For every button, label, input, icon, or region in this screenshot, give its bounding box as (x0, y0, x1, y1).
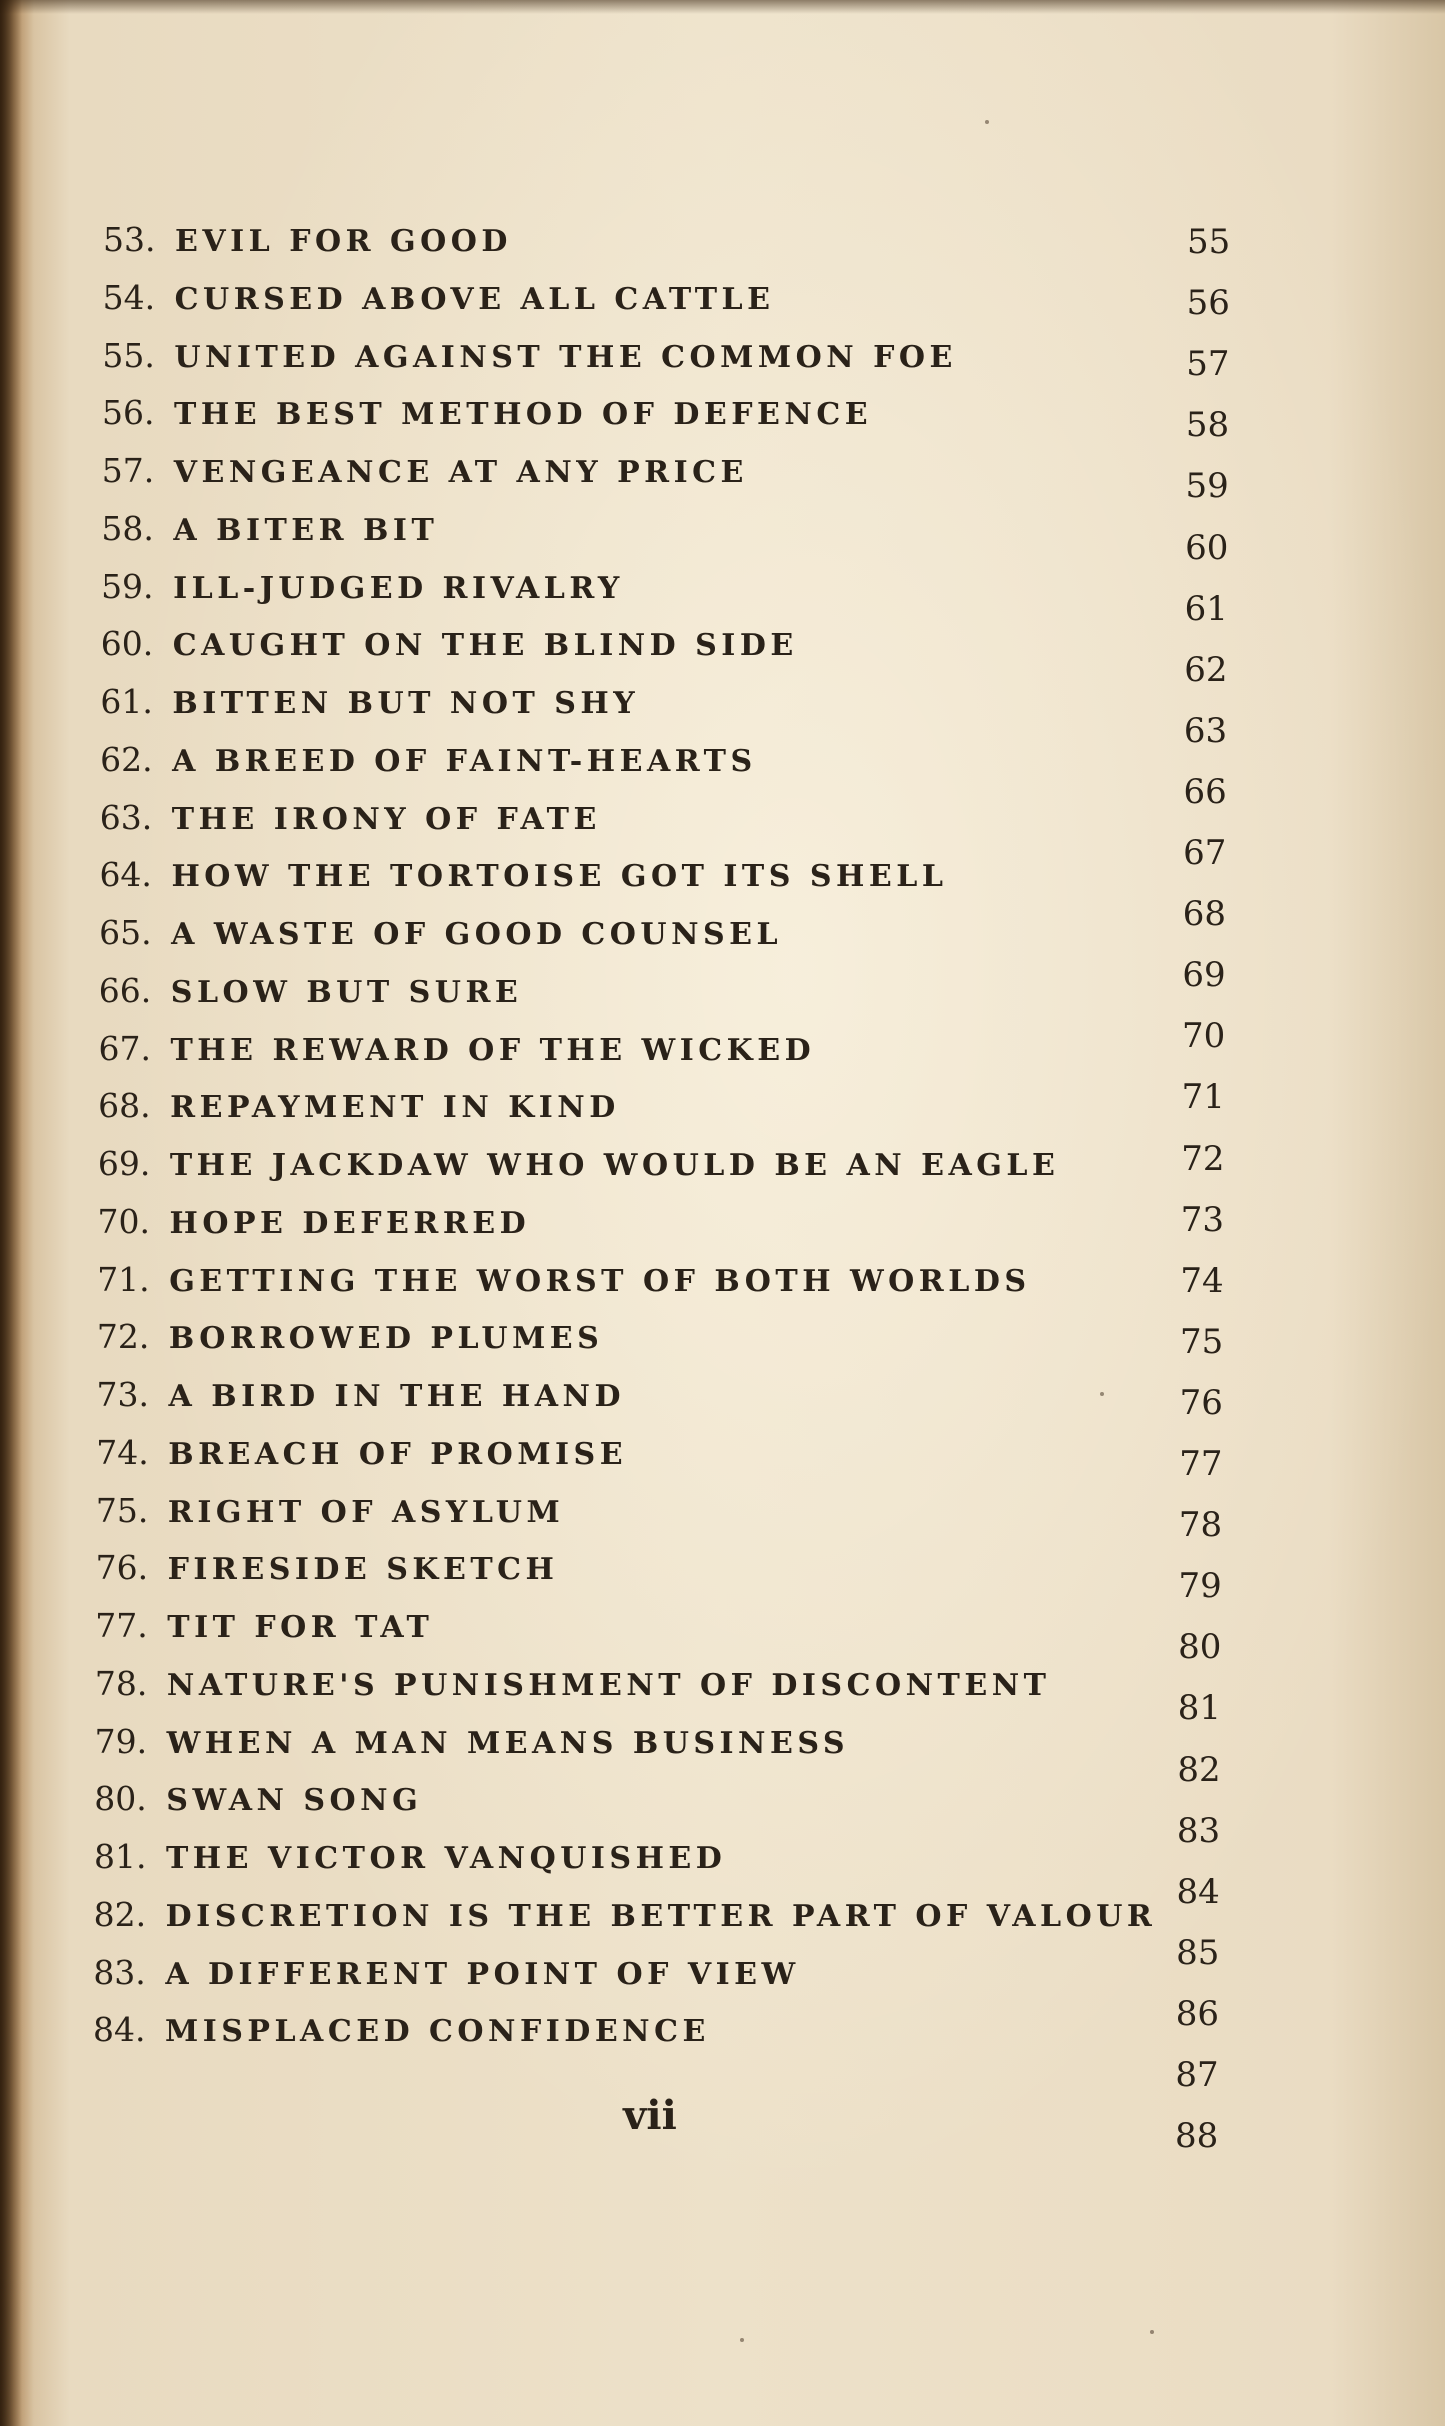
toc-entry (99, 911, 1159, 955)
entry-title: A DIFFERENT POINT OF VIEW (165, 1956, 800, 1992)
entry-title: BREACH OF PROMISE (168, 1436, 628, 1472)
entry-number: 73. (96, 1375, 150, 1414)
entry-page-number: 55 (1187, 222, 1231, 262)
entry-number: 84. (93, 2010, 146, 2050)
entry-page-number: 74 (1180, 1260, 1224, 1301)
entry-page-number: 84 (1176, 1871, 1220, 1912)
entry-page-number: 87 (1175, 2055, 1219, 2095)
entry-number: 81. (93, 1837, 147, 1876)
entry-number: 55. (102, 335, 155, 375)
entry-title: VENGEANCE AT ANY PRICE (173, 455, 748, 490)
entry-number: 53. (103, 220, 156, 259)
entry-number: 71. (97, 1259, 150, 1299)
entry-title: HOPE DEFERRED (169, 1205, 531, 1241)
toc-entry (98, 1142, 1158, 1186)
toc-entry (97, 1373, 1157, 1417)
toc-entry (95, 1604, 1155, 1648)
entry-number: 59. (101, 566, 154, 606)
toc-entry (102, 334, 1162, 378)
entry-number: 54. (102, 277, 156, 317)
entry-number: 70. (97, 1201, 150, 1241)
entry-title: WHEN A MAN MEANS BUSINESS (166, 1725, 850, 1761)
entry-number: 78. (94, 1663, 148, 1703)
entry-title: BORROWED PLUMES (168, 1321, 604, 1357)
entry-page-number: 61 (1184, 588, 1228, 629)
entry-page-number: 81 (1177, 1688, 1221, 1729)
entry-number: 83. (93, 1952, 146, 1992)
paper-speck (740, 2338, 744, 2342)
entry-page-number: 77 (1179, 1444, 1223, 1484)
entry-title: RIGHT OF ASYLUM (167, 1494, 565, 1530)
toc-entry (95, 1720, 1155, 1764)
entry-number: 63. (99, 797, 153, 837)
entry-title: REPAYMENT IN KIND (170, 1090, 620, 1126)
entry-title: THE JACKDAW WHO WOULD BE AN EAGLE (169, 1148, 1060, 1183)
entry-number: 80. (94, 1779, 147, 1819)
toc-entry (103, 218, 1163, 262)
entry-title: BITTEN BUT NOT SHY (172, 686, 640, 721)
entry-title: DISCRETION IS THE BETTER PART OF VALOUR (165, 1898, 1157, 1934)
entry-page-number: 78 (1178, 1505, 1223, 1546)
entry-page-number: 63 (1183, 710, 1228, 751)
toc-entry (96, 1431, 1156, 1475)
toc-entry (93, 1893, 1157, 1937)
entry-page-number: 68 (1182, 894, 1226, 935)
entry-page-number: 70 (1181, 1016, 1226, 1057)
entry-number: 77. (95, 1606, 148, 1645)
entry-title: NATURE'S PUNISHMENT OF DISCONTENT (166, 1667, 1051, 1703)
entry-title: THE REWARD OF THE WICKED (170, 1032, 816, 1068)
entry-page-number: 66 (1183, 771, 1227, 812)
entry-page-number: 60 (1185, 527, 1229, 568)
entry-title: SWAN SONG (166, 1783, 423, 1819)
toc-entry (99, 853, 1159, 897)
toc-entry (98, 1084, 1158, 1128)
toc-entry (94, 1777, 1154, 1821)
entry-title: UNITED AGAINST THE COMMON FOE (174, 339, 957, 375)
entry-number: 66. (98, 970, 152, 1010)
entry-number: 56. (102, 393, 155, 433)
entry-page-number: 73 (1180, 1199, 1225, 1240)
entry-page-number: 76 (1179, 1382, 1223, 1423)
entry-number: 57. (101, 451, 155, 490)
entry-page-number: 67 (1183, 833, 1227, 873)
toc-entry (96, 1546, 1156, 1590)
toc-entry (93, 1951, 1153, 1995)
entry-number: 72. (96, 1317, 150, 1357)
entry-title: A WASTE OF GOOD COUNSEL (171, 917, 783, 952)
entry-title: A BITER BIT (173, 512, 439, 548)
entry-number: 64. (99, 855, 152, 895)
entry-page-number: 86 (1175, 1993, 1220, 2034)
toc-entry (96, 1489, 1156, 1533)
toc-entry (101, 507, 1161, 551)
entry-title: MISPLACED CONFIDENCE (165, 2014, 710, 2050)
entry-number: 67. (98, 1028, 151, 1068)
entry-page-number: 88 (1175, 2116, 1219, 2157)
entry-page-number: 80 (1178, 1627, 1222, 1668)
entry-page-number: 59 (1185, 466, 1229, 507)
paper-speck (1100, 1392, 1104, 1396)
toc-entry (93, 2008, 1153, 2052)
entry-number: 82. (93, 1894, 147, 1934)
entry-page-number: 79 (1178, 1566, 1222, 1607)
toc-entry (101, 622, 1161, 666)
entry-number: 74. (96, 1432, 149, 1472)
entry-number: 60. (100, 624, 154, 664)
entry-title: SLOW BUT SURE (170, 974, 523, 1010)
entry-page-number: 57 (1186, 344, 1230, 385)
toc-entry (97, 1258, 1157, 1302)
entry-title: CURSED ABOVE ALL CATTLE (174, 281, 775, 317)
toc-entry (102, 391, 1162, 435)
entry-title: EVIL FOR GOOD (175, 224, 512, 259)
toc-entry (103, 276, 1163, 320)
toc-entry (101, 565, 1161, 609)
toc-entry (99, 969, 1159, 1013)
toc-entry (98, 1200, 1158, 1244)
entry-page-number: 85 (1176, 1932, 1220, 1973)
entry-page-number: 69 (1182, 955, 1226, 996)
page-folio: vii (623, 2092, 677, 2139)
entry-page-number: 58 (1185, 405, 1230, 446)
toc-entry (95, 1662, 1155, 1706)
entry-number: 68. (98, 1086, 151, 1126)
entry-title: FIRESIDE SKETCH (167, 1552, 559, 1588)
entry-title: THE IRONY OF FATE (171, 801, 601, 837)
entry-page-number: 56 (1186, 283, 1230, 324)
toc-entry (98, 1027, 1158, 1071)
entry-title: A BIRD IN THE HAND (168, 1379, 625, 1414)
entry-number: 61. (100, 682, 153, 721)
entry-number: 69. (97, 1144, 151, 1183)
entry-page-number: 82 (1177, 1749, 1221, 1790)
entry-number: 79. (94, 1721, 148, 1761)
entry-number: 62. (100, 739, 153, 779)
toc-entry (102, 449, 1162, 493)
entry-number: 58. (101, 508, 154, 548)
entry-title: ILL-JUDGED RIVALRY (173, 570, 624, 606)
paper-speck (985, 120, 989, 124)
entry-number: 65. (99, 913, 152, 952)
entry-page-number: 83 (1176, 1810, 1221, 1851)
entry-title: TIT FOR TAT (167, 1610, 434, 1645)
toc-entry (94, 1835, 1154, 1879)
toc-entry (97, 1315, 1157, 1359)
toc-entry (100, 796, 1160, 840)
entry-page-number: 72 (1181, 1138, 1225, 1179)
entry-title: GETTING THE WORST OF BOTH WORLDS (169, 1263, 1031, 1299)
entry-title: A BREED OF FAINT-HEARTS (172, 743, 757, 779)
entry-title: THE BEST METHOD OF DEFENCE (174, 397, 873, 433)
entry-number: 75. (95, 1490, 149, 1530)
entry-page-number: 75 (1180, 1321, 1224, 1362)
paper-speck (1150, 2330, 1154, 2334)
entry-number: 76. (95, 1548, 149, 1588)
toc-entry (100, 680, 1160, 724)
entry-title: HOW THE TORTOISE GOT ITS SHELL (171, 859, 948, 895)
entry-page-number: 71 (1181, 1077, 1225, 1118)
toc-entry (100, 738, 1160, 782)
entry-page-number: 62 (1184, 649, 1228, 690)
entry-title: CAUGHT ON THE BLIND SIDE (172, 628, 798, 664)
entry-title: THE VICTOR VANQUISHED (165, 1841, 727, 1876)
